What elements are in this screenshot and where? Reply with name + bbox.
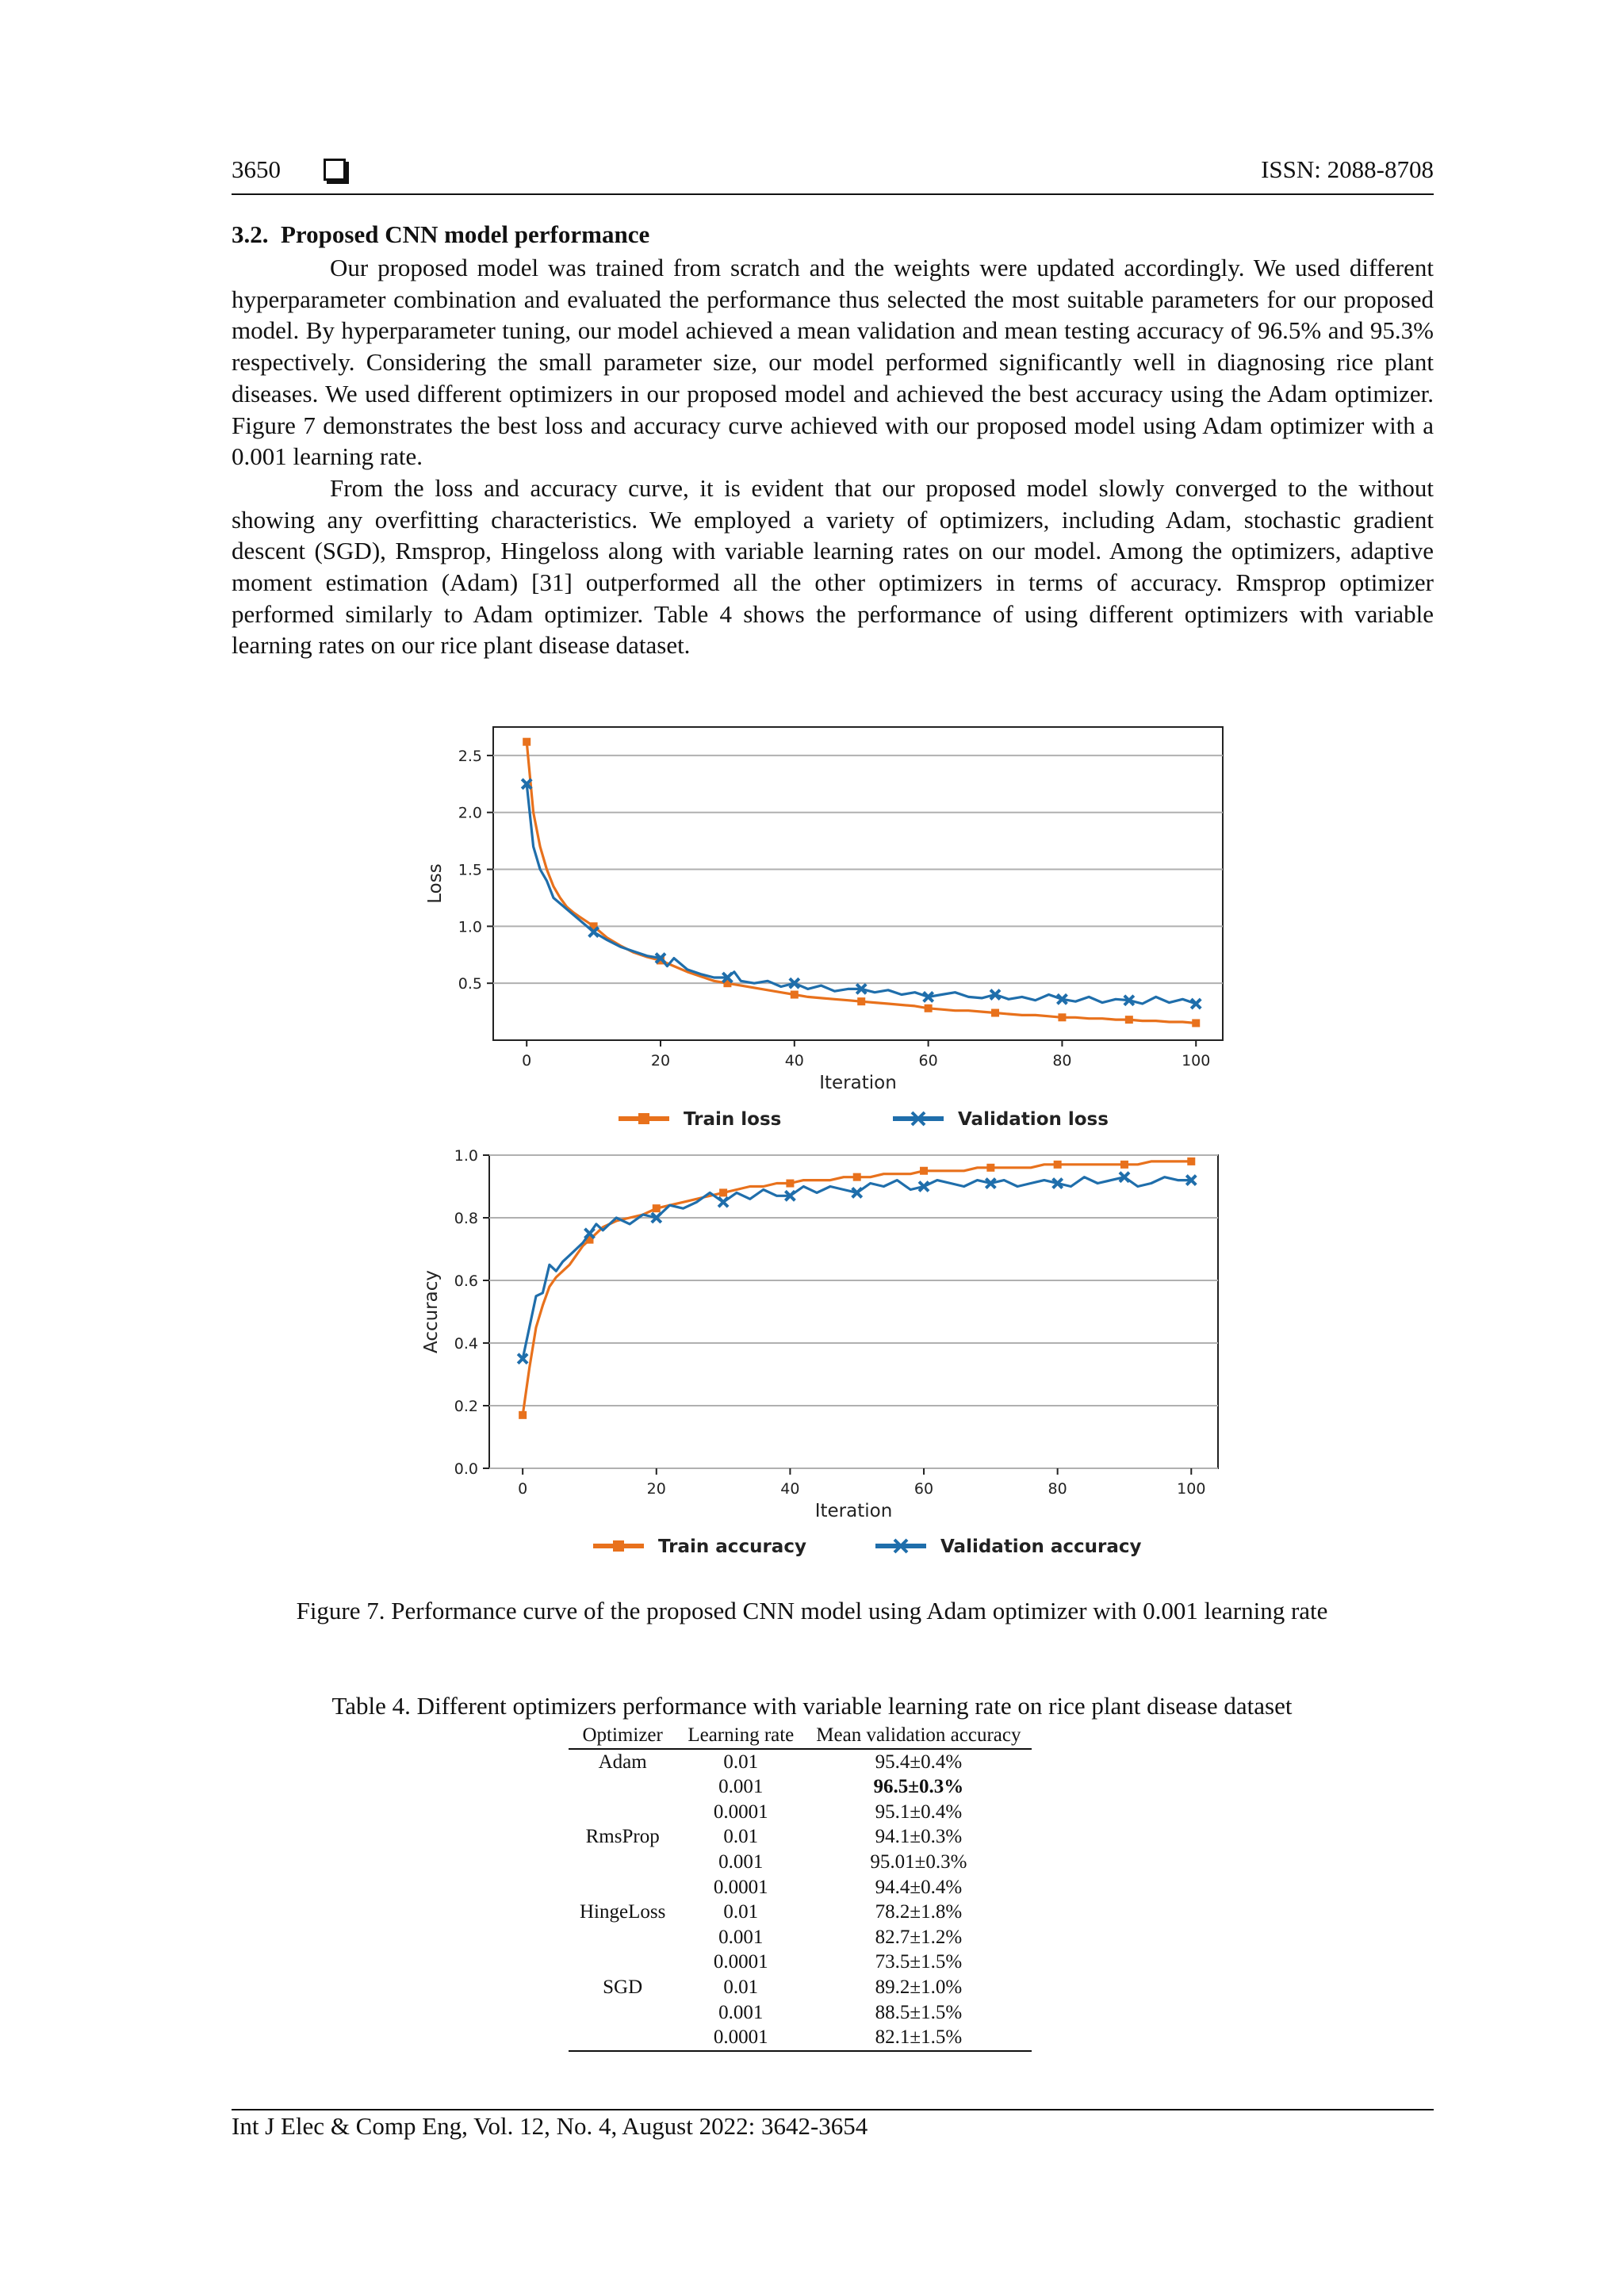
table-row <box>569 1875 1032 1900</box>
page-number: 3650 <box>232 155 281 183</box>
table-header-row <box>569 1723 1032 1749</box>
y-tick-label: 2.5 <box>458 747 482 765</box>
table-cell: 96.5±0.3% <box>873 1776 964 1798</box>
x-tick-label: 100 <box>1182 1052 1211 1070</box>
y-tick-label: 0.0 <box>454 1460 478 1478</box>
table-row <box>569 1824 1032 1850</box>
data-point-marker <box>1187 1158 1195 1165</box>
x-tick-label: 0 <box>522 1052 532 1070</box>
table-header-cell: Mean validation accuracy <box>805 1723 1032 1749</box>
y-axis-label: Loss <box>425 863 446 904</box>
table-cell: 0.0001 <box>676 2025 805 2051</box>
table-cell: 82.1±1.5% <box>805 2025 1032 2051</box>
x-tick-label: 20 <box>646 1480 666 1498</box>
data-point-marker <box>791 991 799 999</box>
table-cell: 88.5±1.5% <box>875 2001 963 2023</box>
table-cell <box>569 1850 676 1875</box>
data-point-marker <box>786 1180 794 1188</box>
table-cell: 73.5±1.5% <box>875 1951 963 1973</box>
data-point-marker <box>1058 1013 1066 1021</box>
y-tick-label: 0.8 <box>454 1210 478 1227</box>
y-axis-label: Accuracy <box>421 1269 442 1354</box>
table-cell <box>569 2000 676 2026</box>
table-row <box>569 1749 1032 1775</box>
issn: ISSN: 2088-8708 <box>1261 155 1434 183</box>
y-tick-label: 0.5 <box>458 975 482 993</box>
table-cell: 0.01 <box>723 1901 759 1923</box>
paragraph-1: Our proposed model was trained from scratch and the weights were updated accordingly. We used different hyperparameter combination and evaluated the performance thus selected the most suitable parameters for our proposed model. By hyperparameter tuning, our model achieved a mean validation and mean testing accuracy of 96.5% and 95.3% respectively. Considering the small parameter size, our model performed significantly well in diagnosing rice plant diseases. We used different optimizers in our proposed model and achieved the best accuracy using the Adam optimizer. Figure 7 demonstrates the best loss and accuracy curve achieved with our proposed model using Adam optimizer with a 0.001 learning rate. <box>232 254 1434 471</box>
table-cell: 89.2±1.0% <box>875 1976 963 1998</box>
table-cell <box>569 1925 676 1950</box>
footer-rule <box>232 2109 1434 2110</box>
data-point-marker <box>986 1164 994 1172</box>
table-cell: RmsProp <box>585 1826 660 1848</box>
data-point-marker <box>523 738 530 746</box>
table-row <box>569 1800 1032 1825</box>
x-tick-label: 60 <box>918 1052 938 1070</box>
footer-citation: Int J Elec & Comp Eng, Vol. 12, No. 4, August 2022: 3642-3654 <box>232 2112 868 2140</box>
optimizer-table <box>569 1723 1032 2052</box>
table-cell: 78.2±1.8% <box>875 1901 963 1923</box>
table-cell: 82.7±1.2% <box>875 1926 963 1948</box>
table-cell: 94.4±0.4% <box>875 1876 963 1898</box>
table-cell: 0.001 <box>718 1850 764 1873</box>
table-row <box>569 1900 1032 1925</box>
x-axis-label: Iteration <box>814 1501 893 1521</box>
x-tick-label: 80 <box>1052 1052 1072 1070</box>
table-row <box>569 1850 1032 1875</box>
table-cell: 95.01±0.3% <box>870 1850 967 1873</box>
figure-caption: Figure 7. Performance curve of the proposed CNN model using Adam optimizer with 0.001 learning rate <box>296 1597 1328 1624</box>
legend-label: Train accuracy <box>658 1536 806 1557</box>
data-point-marker <box>925 1004 933 1012</box>
section-title: 3.2. Proposed CNN model performance <box>232 220 650 248</box>
table-cell: 0.001 <box>718 1776 764 1798</box>
x-axis-label: Iteration <box>819 1073 897 1093</box>
paragraph-2: From the loss and accuracy curve, it is evident that our proposed model slowly converged to the without showing any overfitting characteristics. We employed a variety of optimizers, including Adam, stochastic gradient descent (SGD), Rmsprop, Hingeloss along with variable learning rates on our model. Among the optimizers, adaptive moment estimation (Adam) [31] outperformed all the other optimizers in terms of accuracy. Rmsprop optimizer performed similarly to Adam optimizer. Table 4 shows the performance of using different optimizers with variable learning rates on our rice plant disease dataset. <box>232 473 1434 660</box>
table-caption: Table 4. Different optimizers performance with variable learning rate on rice plant disease dataset <box>331 1692 1293 1720</box>
table-cell <box>569 2025 676 2051</box>
y-tick-label: 1.0 <box>458 918 482 936</box>
y-tick-label: 1.5 <box>458 861 482 879</box>
table-cell: SGD <box>603 1976 643 1998</box>
data-point-marker <box>1120 1161 1128 1169</box>
legend-square-icon <box>613 1540 624 1552</box>
data-point-marker <box>1192 1019 1200 1027</box>
data-point-marker <box>1125 1016 1133 1024</box>
data-point-marker <box>857 997 865 1005</box>
table-cell: 0.001 <box>718 1926 764 1948</box>
table-cell: HingeLoss <box>580 1901 666 1923</box>
table-row <box>569 1950 1032 1975</box>
table-cell: 0.01 <box>723 1826 759 1848</box>
table-cell <box>569 1950 676 1975</box>
legend-label: Validation loss <box>958 1109 1109 1130</box>
x-tick-label: 40 <box>780 1480 800 1498</box>
data-point-marker <box>991 1009 999 1017</box>
x-tick-label: 20 <box>650 1052 671 1070</box>
legend-label: Train loss <box>684 1109 782 1130</box>
table-cell: 0.01 <box>723 1751 759 1773</box>
data-point-marker <box>653 1204 661 1212</box>
table-row <box>569 1975 1032 2000</box>
y-tick-label: 0.6 <box>454 1272 478 1290</box>
table-cell: 95.4±0.4% <box>875 1751 963 1773</box>
data-point-marker <box>853 1173 861 1181</box>
table-cell <box>569 1774 676 1800</box>
x-tick-label: 80 <box>1048 1480 1067 1498</box>
x-tick-label: 60 <box>914 1480 934 1498</box>
data-point-marker <box>1054 1161 1062 1169</box>
table-cell: 0.0001 <box>713 1800 768 1823</box>
table-cell <box>569 1875 676 1900</box>
y-tick-label: 2.0 <box>458 804 482 822</box>
table-cell: 94.1±0.3% <box>875 1826 963 1848</box>
data-point-marker <box>519 1411 527 1419</box>
plot-frame <box>489 1155 1218 1468</box>
table-cell: 0.001 <box>718 2001 764 2023</box>
data-point-marker <box>719 1188 727 1196</box>
x-tick-label: 100 <box>1177 1480 1206 1498</box>
table-cell: 0.0001 <box>713 1951 768 1973</box>
legend-label: Validation accuracy <box>940 1536 1142 1557</box>
table-row <box>569 1774 1032 1800</box>
table-cell <box>569 1800 676 1825</box>
data-point-marker <box>920 1167 928 1175</box>
table-header-cell: Learning rate <box>676 1723 805 1749</box>
table-row <box>569 1925 1032 1950</box>
x-tick-label: 0 <box>518 1480 528 1498</box>
y-tick-label: 0.4 <box>454 1335 478 1353</box>
table-row <box>569 2000 1032 2026</box>
table-cell: 0.0001 <box>713 1876 768 1898</box>
legend-square-icon <box>638 1113 649 1124</box>
table-cell: 95.1±0.4% <box>875 1800 963 1823</box>
table-row <box>569 2025 1032 2051</box>
table-cell: 0.01 <box>723 1976 759 1998</box>
x-tick-label: 40 <box>784 1052 804 1070</box>
y-tick-label: 1.0 <box>454 1147 478 1165</box>
y-tick-label: 0.2 <box>454 1398 478 1415</box>
table-cell: Adam <box>598 1751 647 1773</box>
table-header-cell: Optimizer <box>569 1723 676 1749</box>
